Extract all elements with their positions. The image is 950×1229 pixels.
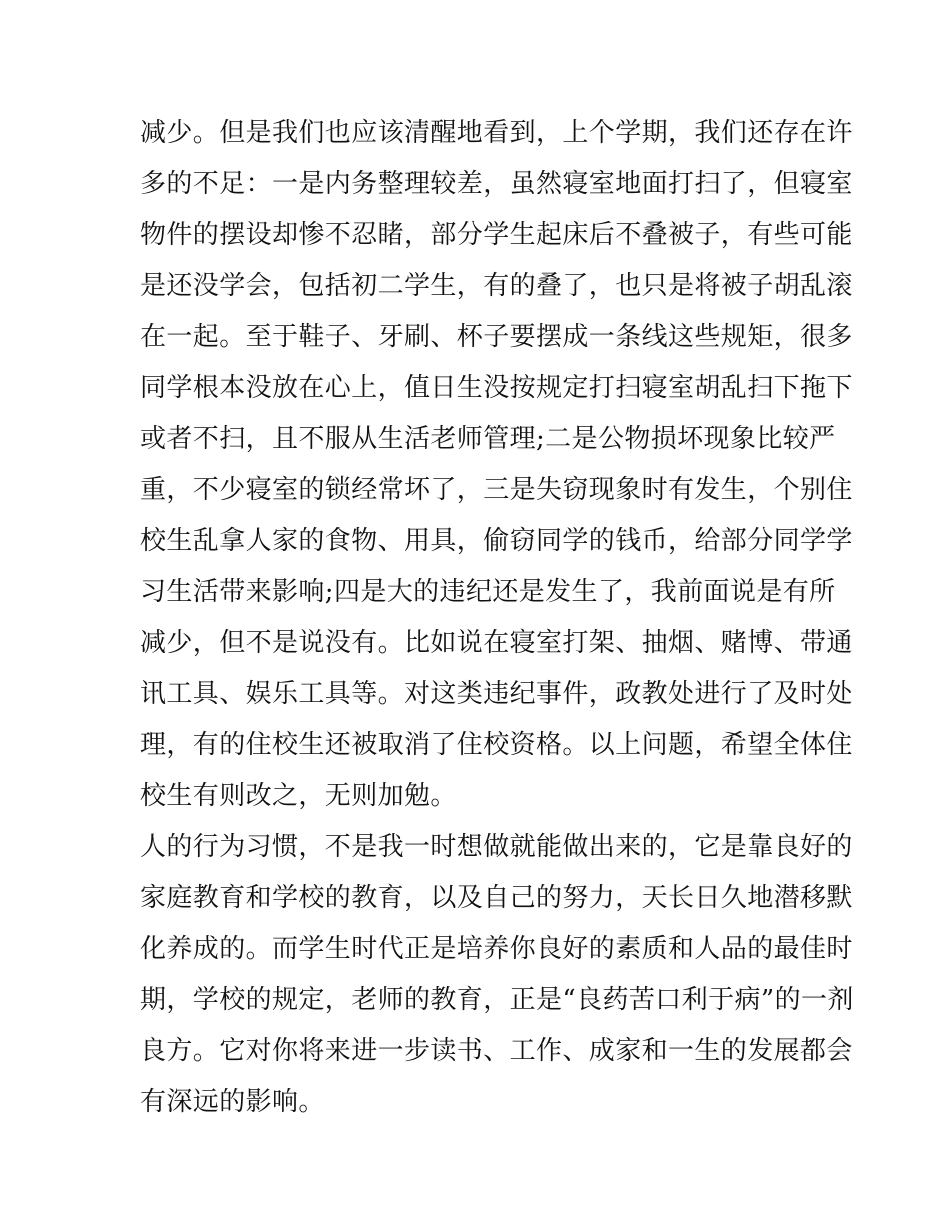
text-line: 校生乱拿人家的食物、用具，偷窃同学的钱币，给部分同学学 [140, 526, 853, 556]
text-line: 减少，但不是说没有。比如说在寝室打架、抽烟、赌博、带通 [140, 628, 853, 658]
body-text [140, 108, 854, 1128]
text-line: 物件的摆设却惨不忍睹，部分学生起床后不叠被子，有些可能 [140, 220, 853, 250]
text-line: 同学根本没放在心上，值日生没按规定打扫寝室胡乱扫下拖下 [140, 373, 853, 403]
text-line: 期，学校的规定，老师的教育，正是“良药苦口利于病”的一剂 [140, 985, 854, 1015]
text-line: 重，不少寝室的锁经常坏了，三是失窃现象时有发生，个别住 [140, 475, 853, 505]
text-line: 理，有的住校生还被取消了住校资格。以上问题，希望全体住 [140, 730, 853, 760]
text-line: 人的行为习惯，不是我一时想做就能做出来的，它是靠良好的 [140, 832, 853, 862]
text-line: 良方。它对你将来进一步读书、工作、成家和一生的发展都会 [140, 1036, 853, 1066]
text-line: 或者不扫，且不服从生活老师管理;二是公物损坏现象比较严 [140, 424, 836, 454]
text-line: 减少。但是我们也应该清醒地看到，上个学期，我们还存在许 [140, 118, 853, 148]
text-line: 有深远的影响。 [140, 1087, 325, 1117]
text-line: 校生有则改之，无则加勉。 [140, 781, 457, 811]
text-line: 是还没学会，包括初二学生，有的叠了，也只是将被子胡乱滚 [140, 271, 853, 301]
text-line: 家庭教育和学校的教育，以及自己的努力，天长日久地潜移默 [140, 883, 853, 913]
text-line: 在一起。至于鞋子、牙刷、杯子要摆成一条线这些规矩，很多 [140, 322, 853, 352]
text-line: 习生活带来影响;四是大的违纪还是发生了，我前面说是有所 [140, 577, 836, 607]
text-line: 多的不足：一是内务整理较差，虽然寝室地面打扫了，但寝室 [140, 169, 853, 199]
text-line: 讯工具、娱乐工具等。对这类违纪事件，政教处进行了及时处 [140, 679, 853, 709]
text-line: 化养成的。而学生时代正是培养你良好的素质和人品的最佳时 [140, 934, 853, 964]
